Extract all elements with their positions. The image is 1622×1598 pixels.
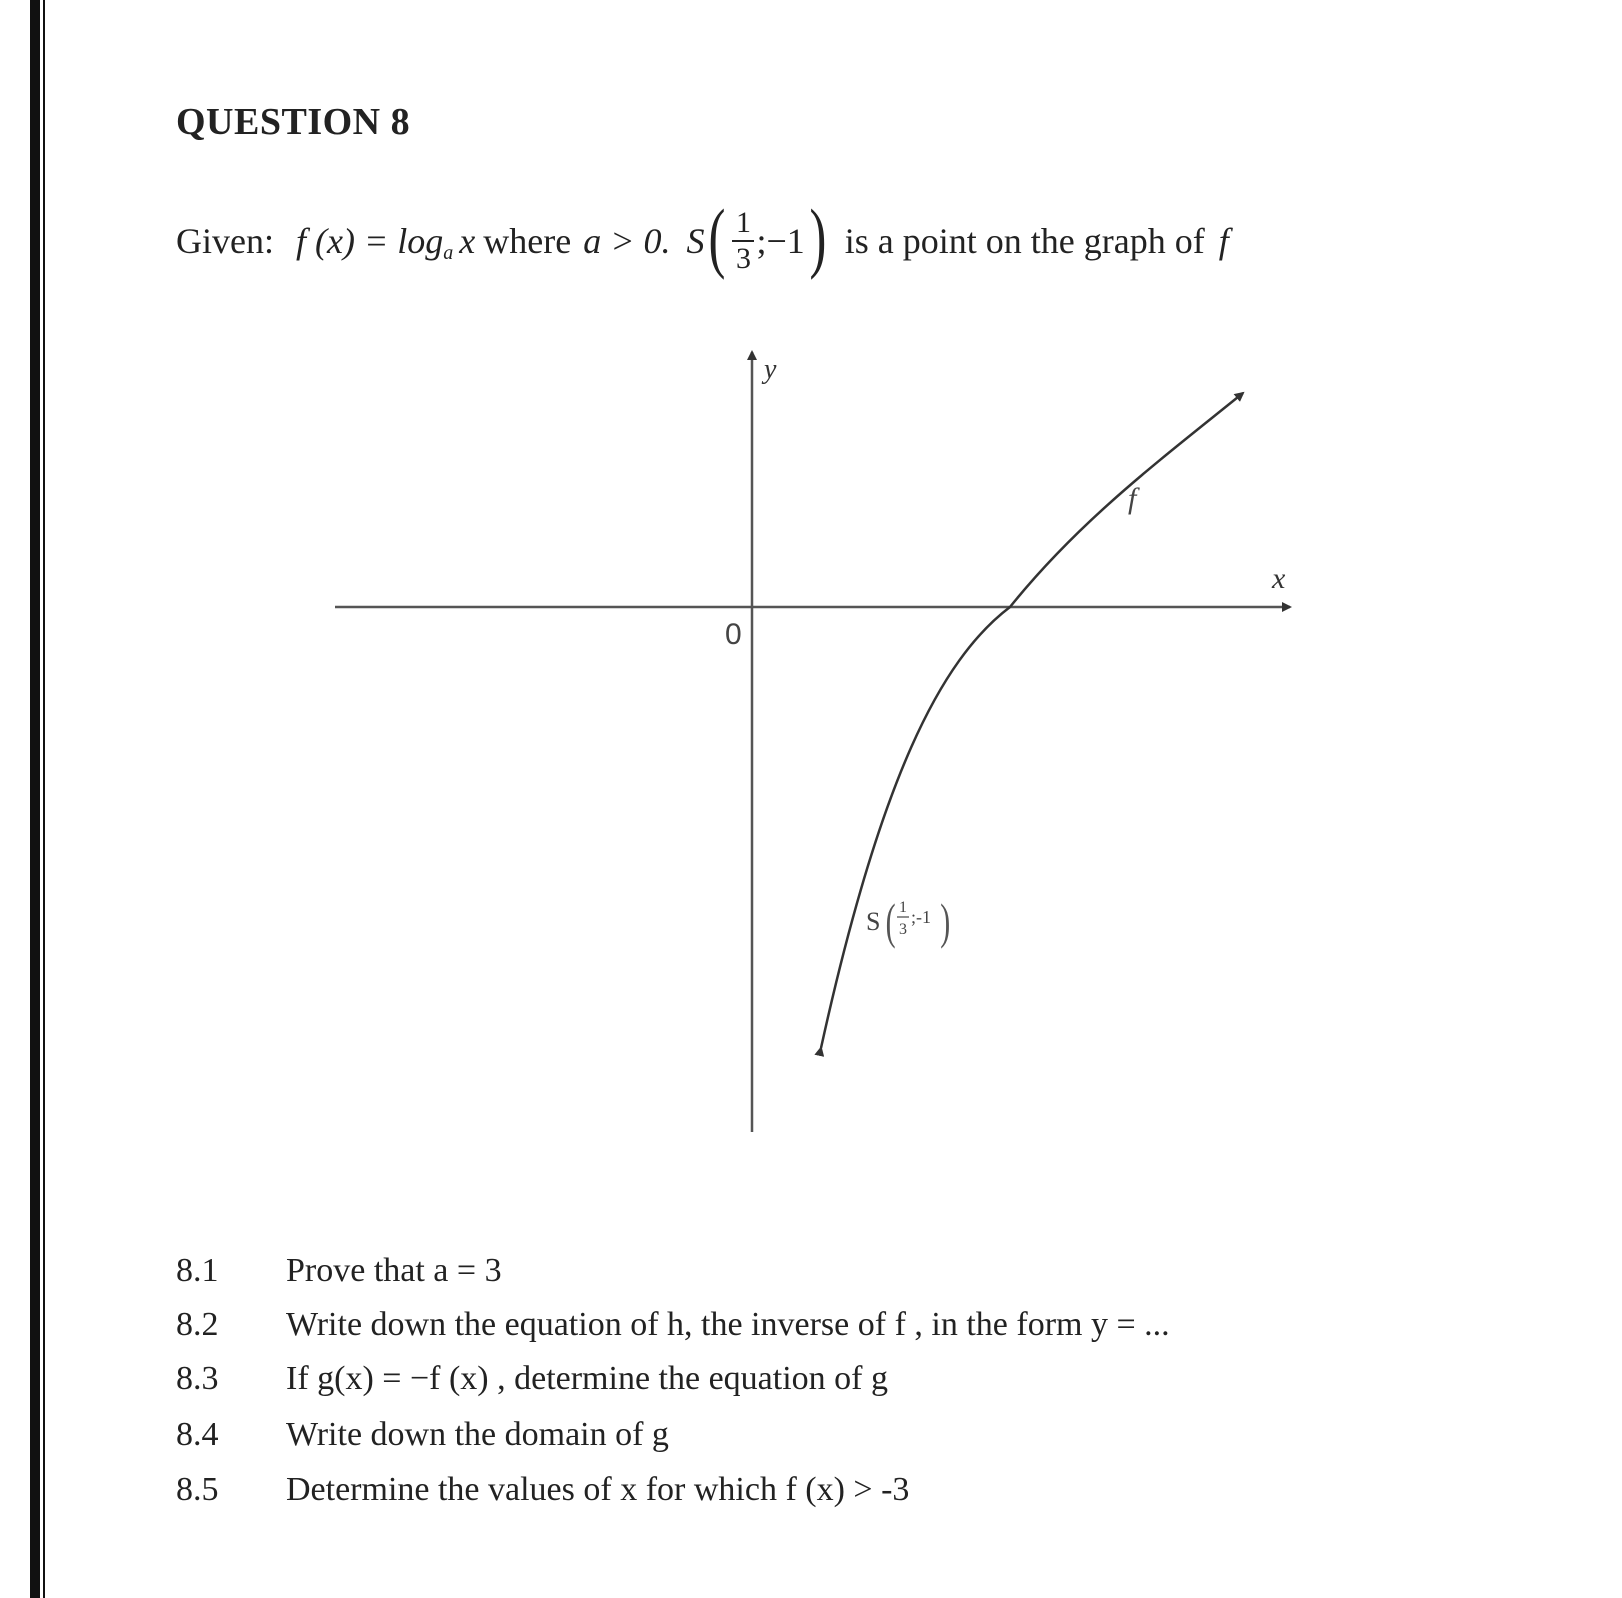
given-statement: Given: f (x) = log a x where a > 0. S ( $\frac{1}{3}$ ;−1 ) is a point on the graph of f [176,193,1229,280]
log-base: a [443,241,454,264]
fraction-denominator: 3 [735,242,751,275]
point-name: S [686,221,705,261]
item-number: 8.4 [176,1416,219,1453]
where-word: where [483,221,572,261]
item-text: If g(x) = −f (x) , determine the equation of g [286,1360,888,1397]
point-s-label [866,893,950,950]
item-number: 8.3 [176,1360,219,1397]
origin-label: 0 [725,618,742,651]
item-number: 8.1 [176,1252,219,1289]
x-axis-label: x [1272,562,1286,595]
given-label: Given: [176,221,274,261]
given-suffix: is a point on the graph of [844,221,1205,261]
base-condition: a > 0. [583,221,671,261]
fraction-numerator: 1 [735,206,751,239]
function-name: f [1218,221,1229,261]
point-s-y: ;-1 [911,907,931,927]
point-s-name: S [866,907,881,936]
item-number: 8.5 [176,1471,219,1508]
item-number: 8.2 [176,1306,219,1343]
svg-text:(: ( [885,893,896,949]
item-text: Write down the domain of g [286,1416,669,1453]
curve-label-f: f [1128,482,1137,515]
item-text: Determine the values of x for which f (x) > -3 [286,1471,910,1508]
point-y-coordinate: ;−1 [756,221,805,261]
point-s-numerator: 1 [899,899,907,916]
question-title: QUESTION 8 [176,101,411,143]
function-definition: f (x) = log [295,221,444,261]
item-text: Prove that a = 3 [286,1252,502,1289]
y-axis-label: y [764,354,777,385]
svg-text:): ) [940,893,951,949]
point-s-denominator: 3 [899,921,907,938]
function-variable: x [459,221,476,261]
curve-f [821,393,1243,1048]
item-text: Write down the equation of h, the inverse of f , in the form y = ... [286,1306,1170,1343]
